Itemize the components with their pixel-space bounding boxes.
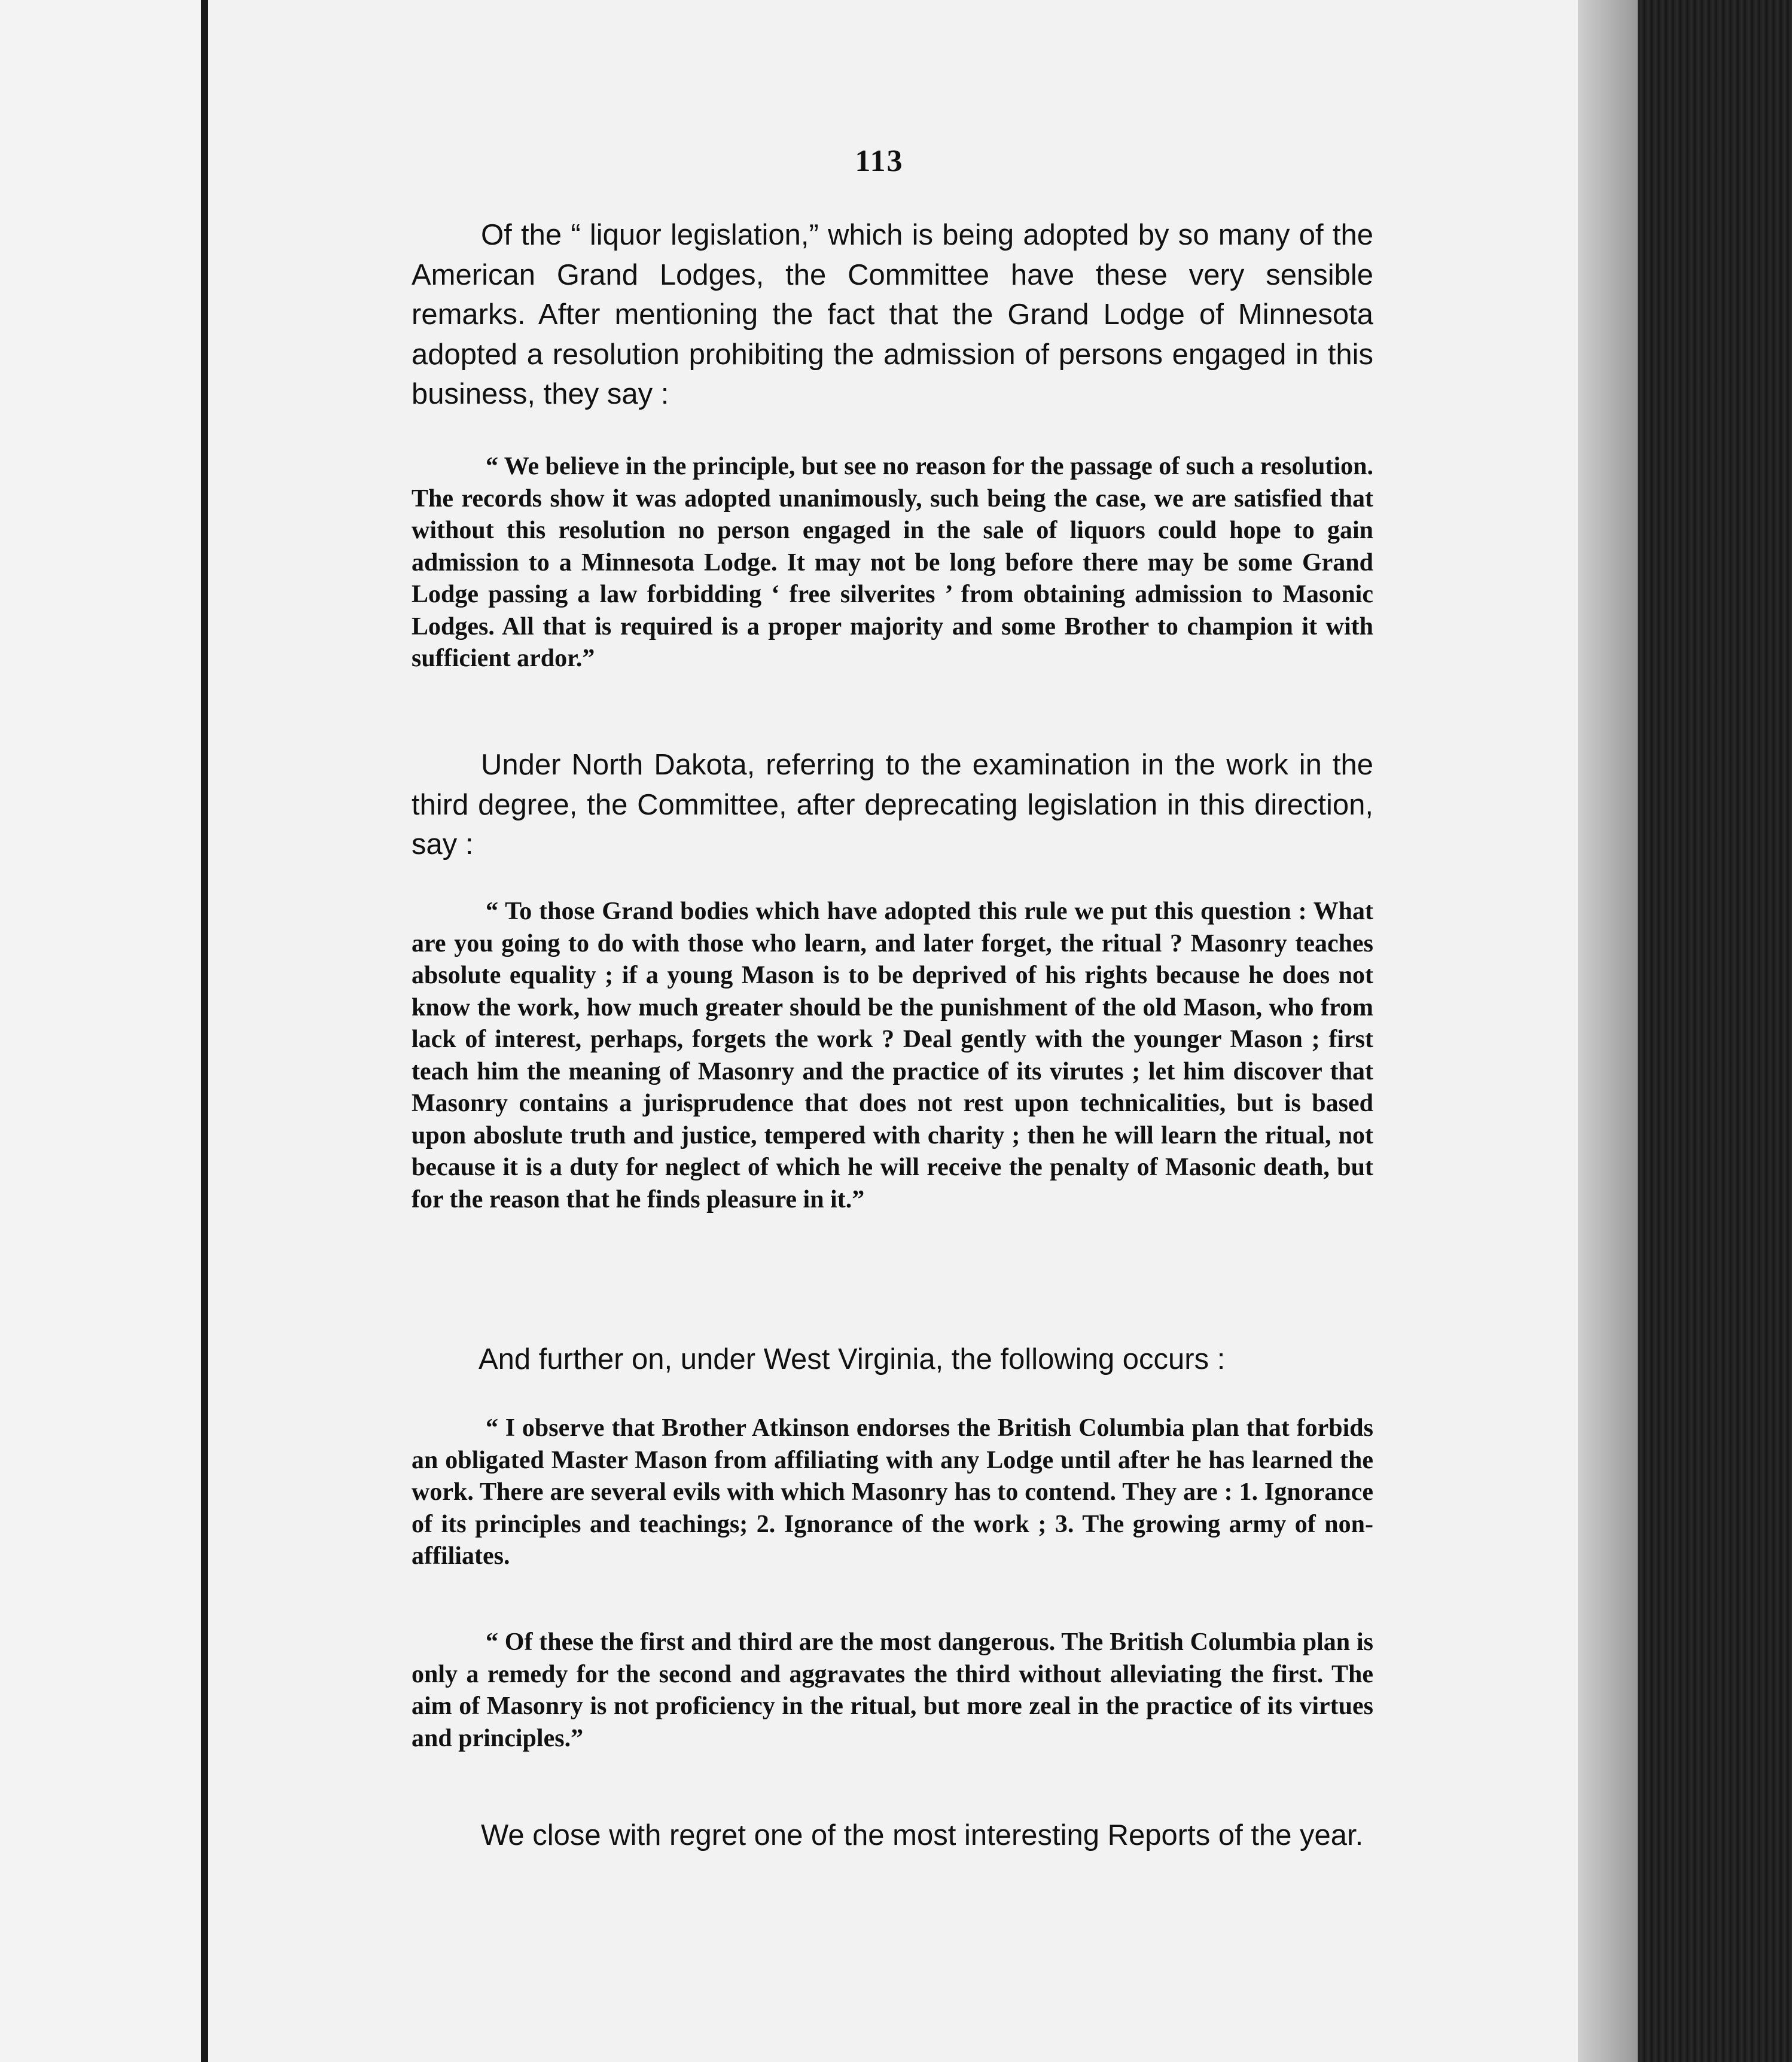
paragraph-liquor-legislation: Of the “ liquor legislation,” which is being adopted by so many of the American Grand Lodges, the Committee have these very sensible remarks. After mentioning the fact that the Grand Lodge of Minnesota adopted a resolution prohibiting the admission of persons engaged in this business, they say : <box>412 219 1373 410</box>
book-gutter <box>201 0 208 2062</box>
paragraph-west-virginia: And further on, under West Virginia, the following occurs : <box>479 1343 1226 1375</box>
quote-british-columbia-plan: “ I observe that Brother Atkinson endorses the British Columbia plan that forbids an obligated Master Mason from affiliating with any Lodge until after he has learned the work. There are several evils with which Masonry has to contend. They are : 1. Ignorance of its principles and teachings; 2. Ignorance of the work ; 3. The growing army of non-affiliates. <box>412 1414 1373 1570</box>
paragraph-north-dakota: Under North Dakota, referring to the examination in the work in the third degree, the Committee, after deprecating legislation in this direction, say : <box>412 749 1373 861</box>
book-cover-edge <box>1638 0 1792 2062</box>
quote-minnesota-resolution: “ We believe in the principle, but see no reason for the passage of such a resolution. The records show it was adopted unanimously, such being the case, we are satisfied that without this resolution no person engaged in the sale of liquors could hope to gain admission to a Minnesota Lodge. It may not be long before there may be some Grand Lodge passing a law forbidding ‘ free silverites ’ from obtaining admission to Masonic Lodges. All that is required is a proper majority and some Brother to champion it with sufficient ardor.” <box>412 453 1373 672</box>
quote-grand-bodies-ritual: “ To those Grand bodies which have adopted this rule we put this question : What are you going to do with those who learn, and later forget, the ritual ? Masonry teaches absolute equality ; if a young Mason is to be deprived of his rights because he does not know the work, how much greater should be the punishment of the old Mason, who from lack of interest, perhaps, forgets the work ? Deal gently with the younger Mason ; first teach him the meaning of Masonry and the practice of its virutes ; let him discover that Masonry contains a jurisprudence that does not rest upon technicalities, but is based upon aboslute truth and justice, tempered with charity ; then he will learn the ritual, not because it is a duty for neglect of which he will receive the penalty of Masonic death, but for the reason that he finds pleasure in it.” <box>412 898 1373 1213</box>
paragraph-closing: We close with regret one of the most interesting Reports of the year. <box>481 1819 1364 1851</box>
quote-most-dangerous-evils: “ Of these the first and third are the most dangerous. The British Columbia plan is only a remedy for the second and aggravates the third without alleviating the first. The aim of Masonry is not proficiency in the ritual, but more zeal in the practice of its virtues and principles.” <box>412 1628 1373 1752</box>
page-stack-edge <box>1578 0 1638 2062</box>
facing-page-edge <box>0 0 203 2062</box>
page-number: 113 <box>855 144 904 178</box>
